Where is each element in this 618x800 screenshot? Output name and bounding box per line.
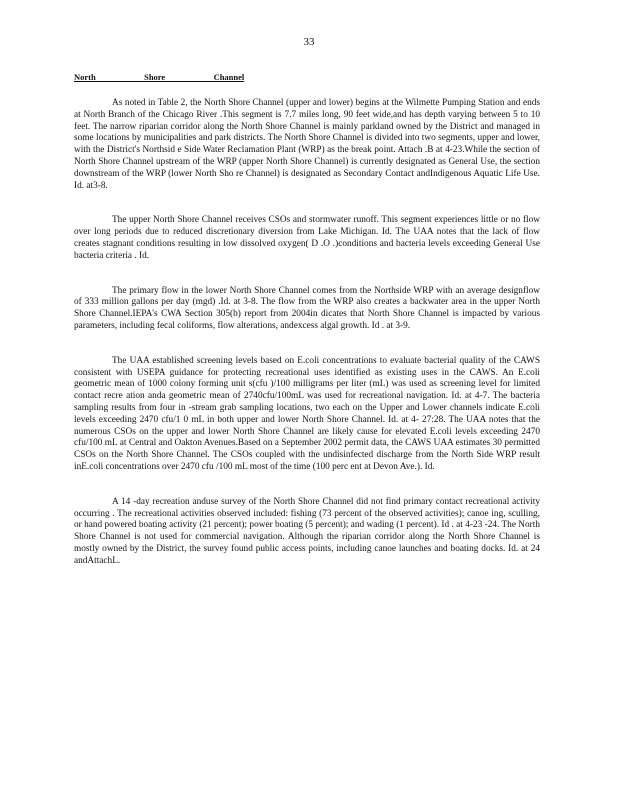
section-heading: North Shore Channel <box>74 72 245 82</box>
paragraph-3: The primary flow in the lower North Shore Channel comes from the Northside WRP with an average designflow of 333 million gallons per day (mgd) .Id. at 3-8. The flow from the WRP also creates a backwater area in the upper North Shore Channel.IEPA's CWA Section 305(b) report from 2004in dicates that North Shore Channel is impacted by various parameters, including fecal coliforms, flow alterations, andexcess algal growth. Id . at 3-9. <box>74 285 540 331</box>
document-body <box>74 72 540 568</box>
paragraph-5: A 14 -day recreation anduse survey of the North Shore Channel did not find primary contact recreational activity occurring . The recreational activities observed included: fishing (73 percent of the observed activities); canoe ing, sculling, or hand powered boating activity (21 percent); power boating (5 percent); and wading (1 percent). Id . at 4-23 -24. The North Shore Channel is not used for commercial navigation. Although the riparian corridor along the North Shore Channel is mostly owned by the District, the survey found public access points, including canoe launches and boating docks. Id. at 24 andAttachL. <box>74 496 540 566</box>
paragraph-4: The UAA established screening levels based on E.coli concentrations to evaluate bacterial quality of the CAWS consistent with USEPA guidance for protecting recreational uses identified as existing uses in the CAWS. An E.coli geometric mean of 1000 colony forming unit s(cfu )/100 milligrams per liter (mL) was used as screening level for limited contact recre ation anda geometric mean of 2740cfu/100mL was used for recreational navigation. Id. at 4-7. The bacteria sampling results from four in -stream grab sampling locations, two each on the Upper and Lower channels indicate E.coli levels exceeding 2470 cfu/1 0 mL in both upper and lower North Shore Channel. Id. at 4- 27:28. The UAA notes that the numerous CSOs on the upper and lower North Shore Channel are likely cause for elevated E.coli levels exceeding 2470 cfu/100 mL at Central and Oakton Avenues.Based on a September 2002 permit data, the CAWS UAA estimates 30 permitted CSOs on the North Shore Channel. The CSOs coupled with the undisinfected discharge from the North Side WRP result inE.coli concentrations over 2470 cfu /100 mL most of the time (100 perc ent at Devon Ave.). Id. <box>74 355 540 472</box>
page-number: 33 <box>303 36 315 48</box>
paragraph-1: As noted in Table 2, the North Shore Channel (upper and lower) begins at the Wilmette Pumping Station and ends at North Branch of the Chicago River .This segment is 7.7 miles long, 90 feet wide,and has depth varying between 5 to 10 feet. The narrow riparian corridor along the North Shore Channel is mainly parkland owned by the District and managed in some locations by municipalities and park districts. The North Shore Channel is divided into two segments, upper and lower, with the District's Northsid e Side Water Reclamation Plant (WRP) as the break point. Attach .B at 4-23.While the section of North Shore Channel upstream of the WRP (upper North Shore Channel) is currently designated as General Use, the section downstream of the WRP (lower North Sho re Channel) is designated as Secondary Contact andIndigenous Aquatic Life Use. Id. at3-8. <box>74 98 540 191</box>
paragraph-2: The upper North Shore Channel receives CSOs and stormwater runoff. This segment experiences little or no flow over long periods due to reduced discretionary diversion from Lake Michigan. Id. The UAA notes that the lack of flow creates stagnant conditions resulting in low dissolved oxygen( D .O .)conditions and bacteria levels exceeding General Use bacteria criteria . Id. <box>74 215 540 261</box>
